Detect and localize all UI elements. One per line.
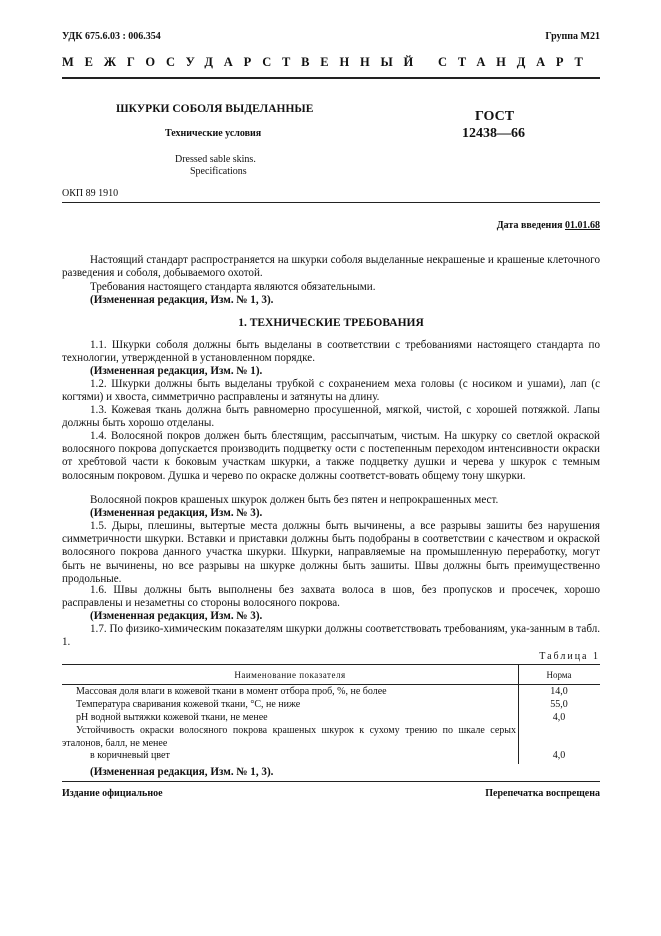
table-row-4-name: Устойчивость окраски волосяного покрова крашеных шкурок к сухому трению по шкале серых эталонов, балл, не менее [62, 725, 516, 749]
table-header-rule [62, 684, 600, 685]
table-caption: Таблица 1 [539, 651, 600, 662]
english-title-line2: Specifications [190, 166, 247, 177]
header-rule [62, 77, 600, 79]
table-header-norm: Норма [546, 670, 572, 680]
table-row-2-name: Температура сваривания кожевой ткани, °С, не ниже [76, 699, 301, 710]
table-edit-note: (Измененная редакция, Изм. № 1, 3). [90, 766, 274, 778]
clause-1-6: 1.6. Швы должны быть выполнены без захвата волоса в шов, без пропусков и просечек, хорошо расправлены и незаметны со стороны волосяного покрова. [62, 584, 600, 610]
clause-1-1: 1.1. Шкурки соболя должны быть выделаны в соответствии с требованиями настоящего стандарта по технологии, утвержденной в установленном порядке. [62, 339, 600, 365]
okp-code: ОКП 89 1910 [62, 188, 119, 199]
clause-1-2: 1.2. Шкурки должны быть выделаны трубкой с сохранением меха головы (с носиком и ушами), лап (с когтями) и хвоста, симметрично расправлены и затянуты на длину. [62, 378, 600, 404]
clause-1-4: 1.4. Волосяной покров должен быть блестящим, рассыпчатым, чистым. На шкурку со светлой окраской волосяного покрова допускается производить подцветку ости с постепенным переходом интенсивности окраски от хребтовой части к боковым участкам шкурки, а также подцветку душки и черева у шкурок с темным волосяным покровом. Душка и черево по окраске должны соответст-вовать общему тону шкурки. [62, 430, 600, 482]
section-heading: 1. ТЕХНИЧЕСКИЕ ТРЕБОВАНИЯ [238, 317, 424, 329]
clause-1-1-edit-note: (Измененная редакция, Изм. № 1). [90, 365, 263, 377]
clause-1-4-edit-note: (Измененная редакция, Изм. № 3). [90, 507, 263, 519]
table-row-4-subname: в коричневый цвет [90, 750, 170, 761]
gost-number: 12438—66 [462, 126, 525, 141]
title-rule [62, 202, 600, 203]
clause-1-6-edit-note: (Измененная редакция, Изм. № 3). [90, 610, 263, 622]
introduction-date [497, 220, 600, 231]
table-row-1-norm: 14,0 [550, 686, 568, 697]
introduction-date-value: 01.01.68 [565, 220, 600, 231]
intro-edit-note: (Измененная редакция, Изм. № 1, 3). [90, 294, 274, 306]
standard-type: МЕЖГОСУДАРСТВЕННЫЙ СТАНДАРТ [62, 55, 594, 69]
footer-official-edition: Издание официальное [62, 788, 163, 799]
english-title-line1: Dressed sable skins. [175, 154, 256, 165]
table-row-2-norm: 55,0 [550, 699, 568, 710]
clause-1-7: 1.7. По физико-химическим показателям шкурки должны соответствовать требованиям, ука-занным в табл. 1. [62, 623, 600, 649]
clause-1-5: 1.5. Дыры, плешины, вытертые места должны быть вычинены, а все разрывы зашиты без нарушения симметричности шкурки. Вставки и приставки должны быть подобраны в соответствии с качеством и окраской волосяного покрова данного участка шкурки. Шкурки, направляемые на промышленную переработку, могут быть не вычинены, но все разрывы на шкурке должны быть зашиты. Швы должны быть преимущественно продольные. [62, 520, 600, 585]
table-row-3-name: рН водной вытяжки кожевой ткани, не менее [76, 712, 268, 723]
table-row-4-norm: 4,0 [552, 750, 566, 761]
table-1 [62, 664, 600, 764]
clause-1-3: 1.3. Кожевая ткань должна быть равномерно просушенной, мягкой, чистой, с хорошей потяжкой. Лапы должны быть хорошо отделаны. [62, 404, 600, 430]
table-header-name: Наименование показателя [234, 670, 346, 680]
document-subtitle: Технические условия [165, 128, 262, 139]
table-row-3-norm: 4,0 [552, 712, 566, 723]
table-row-1-name: Массовая доля влаги в кожевой ткани в момент отбора проб, %, не более [76, 686, 387, 697]
footer-reprint-prohibited: Перепечатка воспрещена [485, 788, 600, 799]
udk-code: УДК 675.6.03 : 006.354 [62, 31, 161, 42]
footer-rule [62, 781, 600, 782]
clause-1-4-dyed: Волосяной покров крашеных шкурок должен быть без пятен и непрокрашенных мест. [90, 494, 499, 506]
document-title: ШКУРКИ СОБОЛЯ ВЫДЕЛАННЫЕ [116, 103, 314, 115]
group-code: Группа М21 [545, 31, 600, 42]
intro-paragraph-2: Требования настоящего стандарта являются обязательными. [90, 281, 376, 293]
table-top-rule [62, 664, 600, 665]
intro-paragraph-1: Настоящий стандарт распространяется на шкурки соболя выделанные некрашеные и крашеные клеточного разведения и соболя, добываемого охотой. [62, 254, 600, 280]
gost-label: ГОСТ [475, 109, 515, 124]
introduction-date-label: Дата введения [496, 220, 563, 231]
